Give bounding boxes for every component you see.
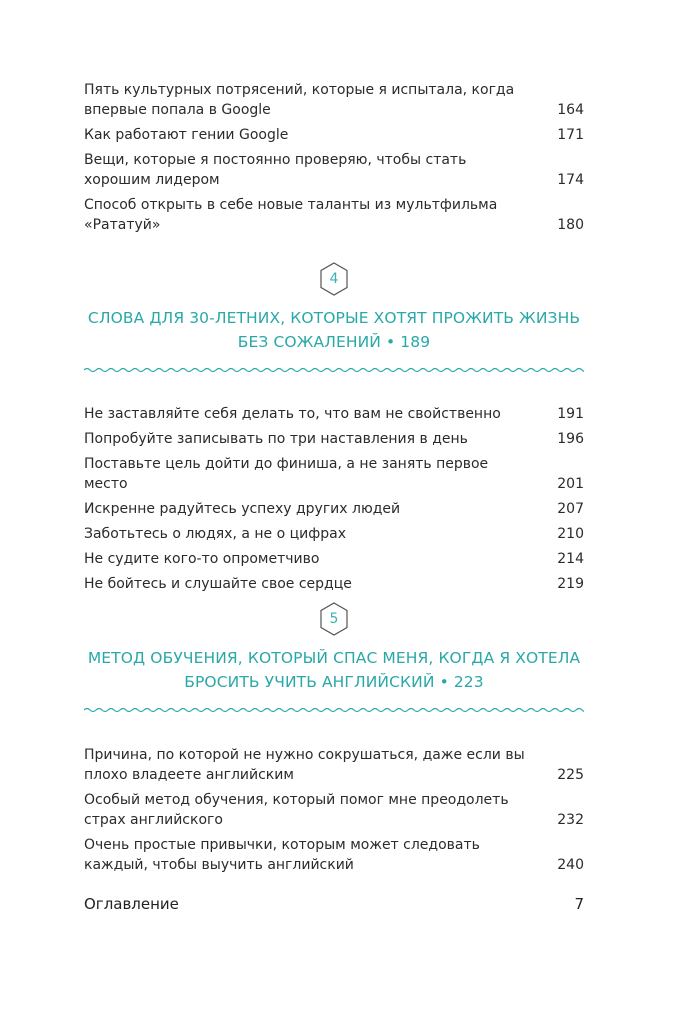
entry-title: Заботьтесь о людях, а не о цифрах — [84, 526, 346, 542]
entry-title: Способ открыть в себе новые таланты из мультфильма «Рататуй» — [84, 197, 498, 233]
entry-title: Не судите кого-то опрометчиво — [84, 551, 320, 567]
toc-entry — [84, 80, 584, 120]
entry-title: Не заставляйте себя делать то, что вам не свойственно — [84, 406, 501, 422]
entry-page: 201 — [557, 476, 584, 492]
chapter-number: 4 — [329, 271, 339, 287]
entry-title: Особый метод обучения, который помог мне преодолеть страх английского — [84, 792, 509, 828]
chapter-title-line-1: СЛОВА ДЛЯ 30-ЛЕТНИХ, КОТОРЫЕ ХОТЯТ ПРОЖИТЬ ЖИЗНЬ — [87, 309, 581, 327]
toc-entry — [84, 404, 584, 424]
wave-divider — [84, 366, 584, 374]
toc-entry — [84, 524, 584, 544]
chapter-title-line-2: БРОСИТЬ УЧИТЬ АНГЛИЙСКИЙ • 223 — [184, 673, 484, 691]
entry-title: Очень простые привычки, которым может следовать каждый, чтобы выучить английский — [84, 837, 480, 873]
toc-entry — [84, 574, 584, 594]
toc-entry — [84, 454, 584, 494]
toc-entry — [84, 499, 584, 519]
toc-entry — [84, 429, 584, 449]
entry-title: Пять культурных потрясений, которые я испытала, когда впервые попала в Google — [84, 82, 515, 118]
entry-page: 210 — [557, 526, 584, 542]
wave-divider — [84, 706, 584, 714]
entry-page: 207 — [557, 501, 584, 517]
entry-title: Как работают гении Google — [84, 127, 289, 143]
toc-entry — [84, 745, 584, 785]
entry-title: Попробуйте записывать по три наставления в день — [84, 431, 468, 447]
toc-entry — [84, 150, 584, 190]
entry-title: Причина, по которой не нужно сокрушаться, даже если вы плохо владеете английским — [84, 747, 525, 783]
chapter-number-hexagon — [319, 262, 349, 296]
toc-entry — [84, 195, 584, 235]
entry-title: Поставьте цель дойти до финиша, а не занять первое место — [84, 456, 489, 492]
page-footer — [84, 895, 584, 913]
entry-title: Не бойтесь и слушайте свое сердце — [84, 576, 352, 592]
entry-title: Искренне радуйтесь успеху других людей — [84, 501, 401, 517]
entry-page: 196 — [557, 431, 584, 447]
toc-entry — [84, 790, 584, 830]
entry-page: 171 — [557, 127, 584, 143]
chapter-title-line-1: МЕТОД ОБУЧЕНИЯ, КОТОРЫЙ СПАС МЕНЯ, КОГДА Я ХОТЕЛА — [87, 649, 581, 667]
entry-page: 191 — [557, 406, 584, 422]
toc-section-chapter-4 — [84, 404, 584, 599]
entry-page: 232 — [557, 812, 584, 828]
entry-title: Вещи, которые я постоянно проверяю, чтобы стать хорошим лидером — [84, 152, 467, 188]
entry-page: 214 — [557, 551, 584, 567]
chapter-title — [84, 306, 584, 354]
toc-entry — [84, 125, 584, 145]
chapter-5-header — [84, 602, 584, 718]
chapter-number: 5 — [329, 611, 339, 627]
chapter-title-line-2: БЕЗ СОЖАЛЕНИЙ • 189 — [237, 333, 431, 351]
chapter-4-header — [84, 262, 584, 378]
chapter-number-hexagon — [319, 602, 349, 636]
toc-entry — [84, 835, 584, 875]
page-number: 7 — [574, 895, 584, 913]
toc-section-top — [84, 80, 584, 240]
toc-section-chapter-5 — [84, 745, 584, 880]
footer-label: Оглавление — [84, 895, 179, 913]
entry-page: 174 — [557, 172, 584, 188]
entry-page: 219 — [557, 576, 584, 592]
entry-page: 225 — [557, 767, 584, 783]
toc-entry — [84, 549, 584, 569]
entry-page: 164 — [557, 102, 584, 118]
entry-page: 240 — [557, 857, 584, 873]
chapter-title — [84, 646, 584, 694]
entry-page: 180 — [557, 217, 584, 233]
